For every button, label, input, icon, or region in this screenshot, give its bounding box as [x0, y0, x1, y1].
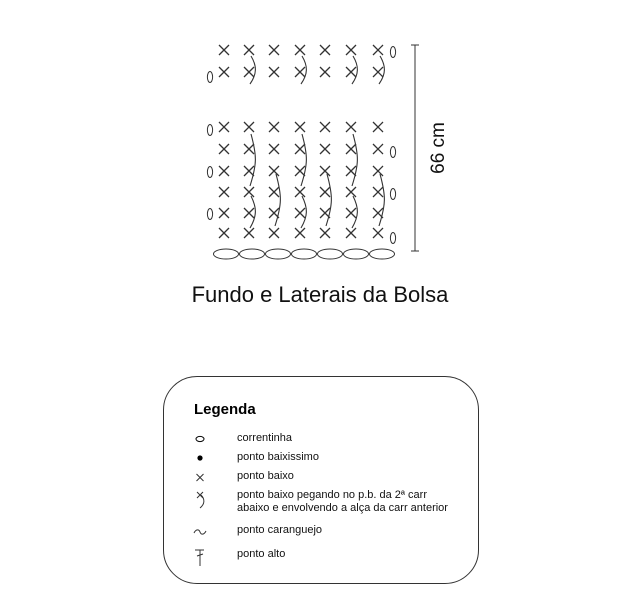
single-crochet-stitch — [244, 144, 254, 154]
single-crochet-stitch — [244, 122, 254, 132]
single-crochet-stitch — [269, 166, 279, 176]
single-crochet-stitch — [320, 166, 330, 176]
single-crochet-stitch — [219, 67, 229, 77]
spike-stitch-arc — [326, 174, 331, 226]
spike-stitch-icon — [190, 489, 212, 511]
chain-stitch — [207, 167, 212, 178]
diagram-title: Fundo e Laterais da Bolsa — [191, 282, 449, 307]
single-crochet-stitch — [244, 45, 254, 55]
legend-text: ponto alto — [237, 548, 286, 560]
foundation-chain-stitch — [370, 249, 395, 259]
single-crochet-stitch — [244, 166, 254, 176]
single-crochet-stitch — [269, 187, 279, 197]
single-crochet-stitch — [320, 45, 330, 55]
chain-stitch — [207, 72, 212, 83]
single-crochet-stitch — [346, 187, 356, 197]
single-crochet-stitch — [320, 67, 330, 77]
foundation-chain-stitch — [292, 249, 317, 259]
single-crochet-stitch — [244, 228, 254, 238]
single-crochet-stitch — [320, 187, 330, 197]
single-crochet-stitch — [269, 144, 279, 154]
single-crochet-stitch — [219, 228, 229, 238]
single-crochet-stitch — [373, 144, 383, 154]
chain-stitch — [207, 125, 212, 136]
foundation-chain-stitch — [266, 249, 291, 259]
single-crochet-stitch — [219, 144, 229, 154]
single-crochet-stitch — [346, 166, 356, 176]
single-crochet-stitch — [373, 122, 383, 132]
foundation-chain-stitch — [318, 249, 343, 259]
single-crochet-stitch — [373, 45, 383, 55]
single-crochet-stitch — [219, 122, 229, 132]
single-crochet-stitch — [295, 67, 305, 77]
single-crochet-stitch — [320, 122, 330, 132]
spike-stitch-arc — [379, 174, 384, 226]
legend-text: ponto baixo — [237, 470, 294, 482]
single-crochet-stitch — [219, 187, 229, 197]
single-crochet-stitch — [346, 45, 356, 55]
single-crochet-stitch — [295, 208, 305, 218]
spike-stitch-arc — [301, 134, 306, 186]
crochet-chart — [0, 0, 640, 270]
foundation-chain-stitch — [344, 249, 369, 259]
single-crochet-stitch — [269, 228, 279, 238]
legend-text: ponto baixo pegando no p.b. da 2ª carr abaixo e envolvendo a alça da carr anterior — [237, 489, 448, 514]
single-crochet-stitch — [373, 67, 383, 77]
single-crochet-stitch — [295, 122, 305, 132]
single-crochet-stitch — [320, 144, 330, 154]
single-crochet-stitch — [269, 45, 279, 55]
single-crochet-stitch — [373, 228, 383, 238]
single-crochet-stitch — [295, 187, 305, 197]
single-crochet-stitch — [219, 45, 229, 55]
single-crochet-stitch — [269, 122, 279, 132]
chain-stitch — [390, 147, 395, 158]
single-crochet-stitch — [269, 67, 279, 77]
double-crochet-icon — [190, 548, 212, 570]
foundation-chain-stitch — [240, 249, 265, 259]
single-crochet-stitch — [244, 187, 254, 197]
legend-text: correntinha — [237, 432, 293, 444]
spike-stitch-arc — [250, 134, 255, 186]
chain-stitch — [390, 47, 395, 58]
single-crochet-stitch — [244, 67, 254, 77]
spike-stitch-arc — [275, 174, 280, 226]
chain-stitch — [390, 233, 395, 244]
dimension-line — [411, 45, 419, 251]
legend-title: Legenda — [194, 401, 256, 418]
single-crochet-stitch — [219, 166, 229, 176]
chain-stitch — [390, 189, 395, 200]
single-crochet-stitch — [295, 228, 305, 238]
dimension-label: 66 cm — [428, 122, 449, 174]
single-crochet-stitch — [244, 208, 254, 218]
single-crochet-stitch — [295, 166, 305, 176]
foundation-chain-stitch — [214, 249, 239, 259]
single-crochet-stitch — [346, 122, 356, 132]
single-crochet-stitch — [346, 144, 356, 154]
single-crochet-stitch — [320, 228, 330, 238]
single-crochet-stitch — [346, 208, 356, 218]
chain-stitch — [207, 209, 212, 220]
single-crochet-stitch — [346, 228, 356, 238]
single-crochet-stitch — [346, 67, 356, 77]
legend-text: ponto caranguejo — [237, 524, 323, 536]
single-crochet-stitch — [373, 166, 383, 176]
crab-stitch-icon — [190, 524, 212, 546]
single-crochet-stitch — [373, 187, 383, 197]
legend-text: ponto baixissimo — [237, 451, 319, 463]
single-crochet-stitch — [295, 45, 305, 55]
spike-stitch-arc — [352, 134, 357, 186]
single-crochet-stitch — [219, 208, 229, 218]
single-crochet-stitch — [295, 144, 305, 154]
